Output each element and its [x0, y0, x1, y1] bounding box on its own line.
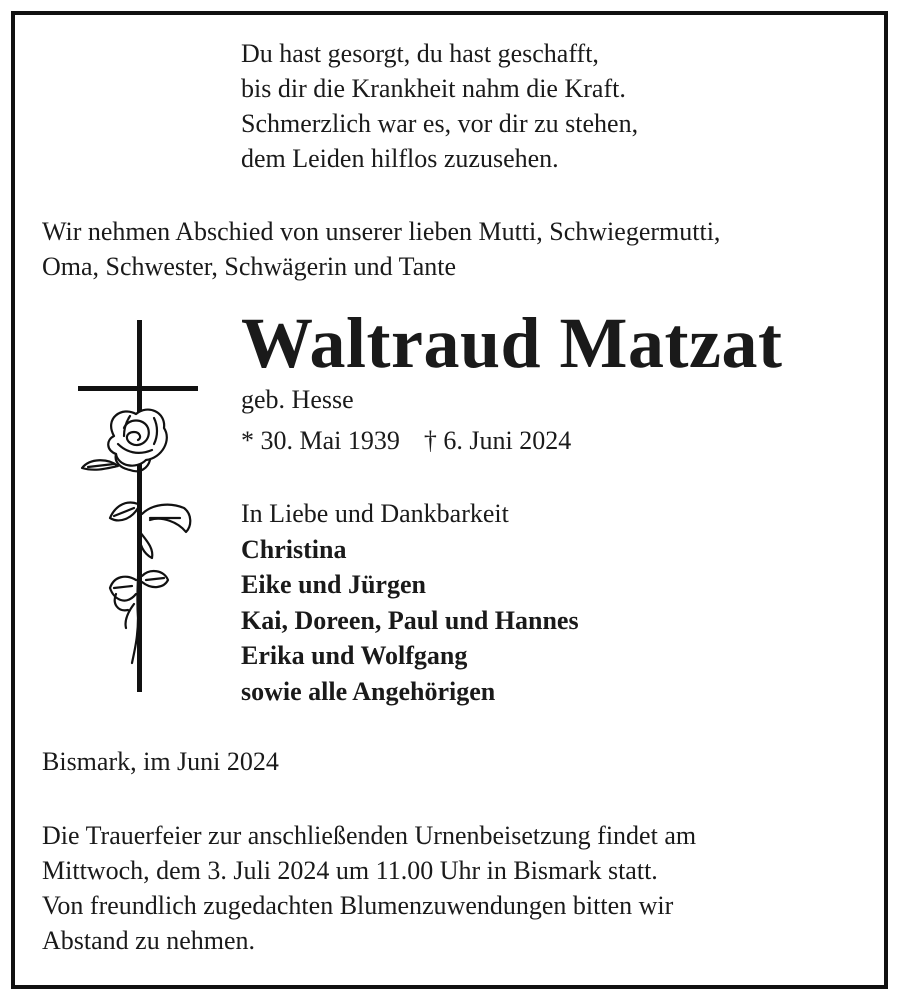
mourner-entry: sowie alle Angehörigen [241, 676, 496, 706]
mourners-list [241, 496, 579, 709]
mourner-entry: Kai, Doreen, Paul und Hannes [241, 605, 579, 635]
ceremony-line: Die Trauerfeier zur anschließenden Urnenbeisetzung findet am [42, 821, 697, 850]
funeral-notice [42, 818, 857, 958]
poem-line: bis dir die Krankheit nahm die Kraft. [241, 74, 626, 103]
deceased-name: Waltraud Matzat [241, 303, 783, 383]
life-dates [241, 425, 571, 457]
mourner-entry: Christina [241, 534, 347, 564]
flowers-line: Abstand zu nehmen. [42, 926, 256, 955]
poem-line: Schmerzlich war es, vor dir zu stehen, [241, 109, 639, 138]
mourners-lead: In Liebe und Dankbarkeit [241, 499, 509, 528]
poem-line: Du hast gesorgt, du hast geschafft, [241, 39, 599, 68]
place-date: Bismark, im Juni 2024 [42, 747, 279, 776]
rose-icon [82, 410, 190, 663]
poem-line: dem Leiden hilflos zuzusehen. [241, 144, 559, 173]
flowers-line: Von freundlich zugedachten Blumenzuwendungen bitten wir [42, 891, 674, 920]
intro-line: Oma, Schwester, Schwägerin und Tante [42, 252, 456, 281]
ceremony-line: Mittwoch, dem 3. Juli 2024 um 11.00 Uhr in Bismark statt. [42, 856, 658, 885]
birth-date: * 30. Mai 1939 [241, 426, 400, 455]
intro-line: Wir nehmen Abschied von unserer lieben Mutti, Schwiegermutti, [42, 217, 721, 246]
mourner-entry: Eike und Jürgen [241, 570, 426, 599]
death-date: † 6. Juni 2024 [423, 426, 572, 455]
cross-rose-illustration [74, 318, 204, 698]
farewell-intro [42, 214, 862, 284]
memorial-poem [241, 36, 638, 176]
mourner-entry: Erika und Wolfgang [241, 641, 468, 670]
birth-name: geb. Hesse [241, 385, 354, 414]
